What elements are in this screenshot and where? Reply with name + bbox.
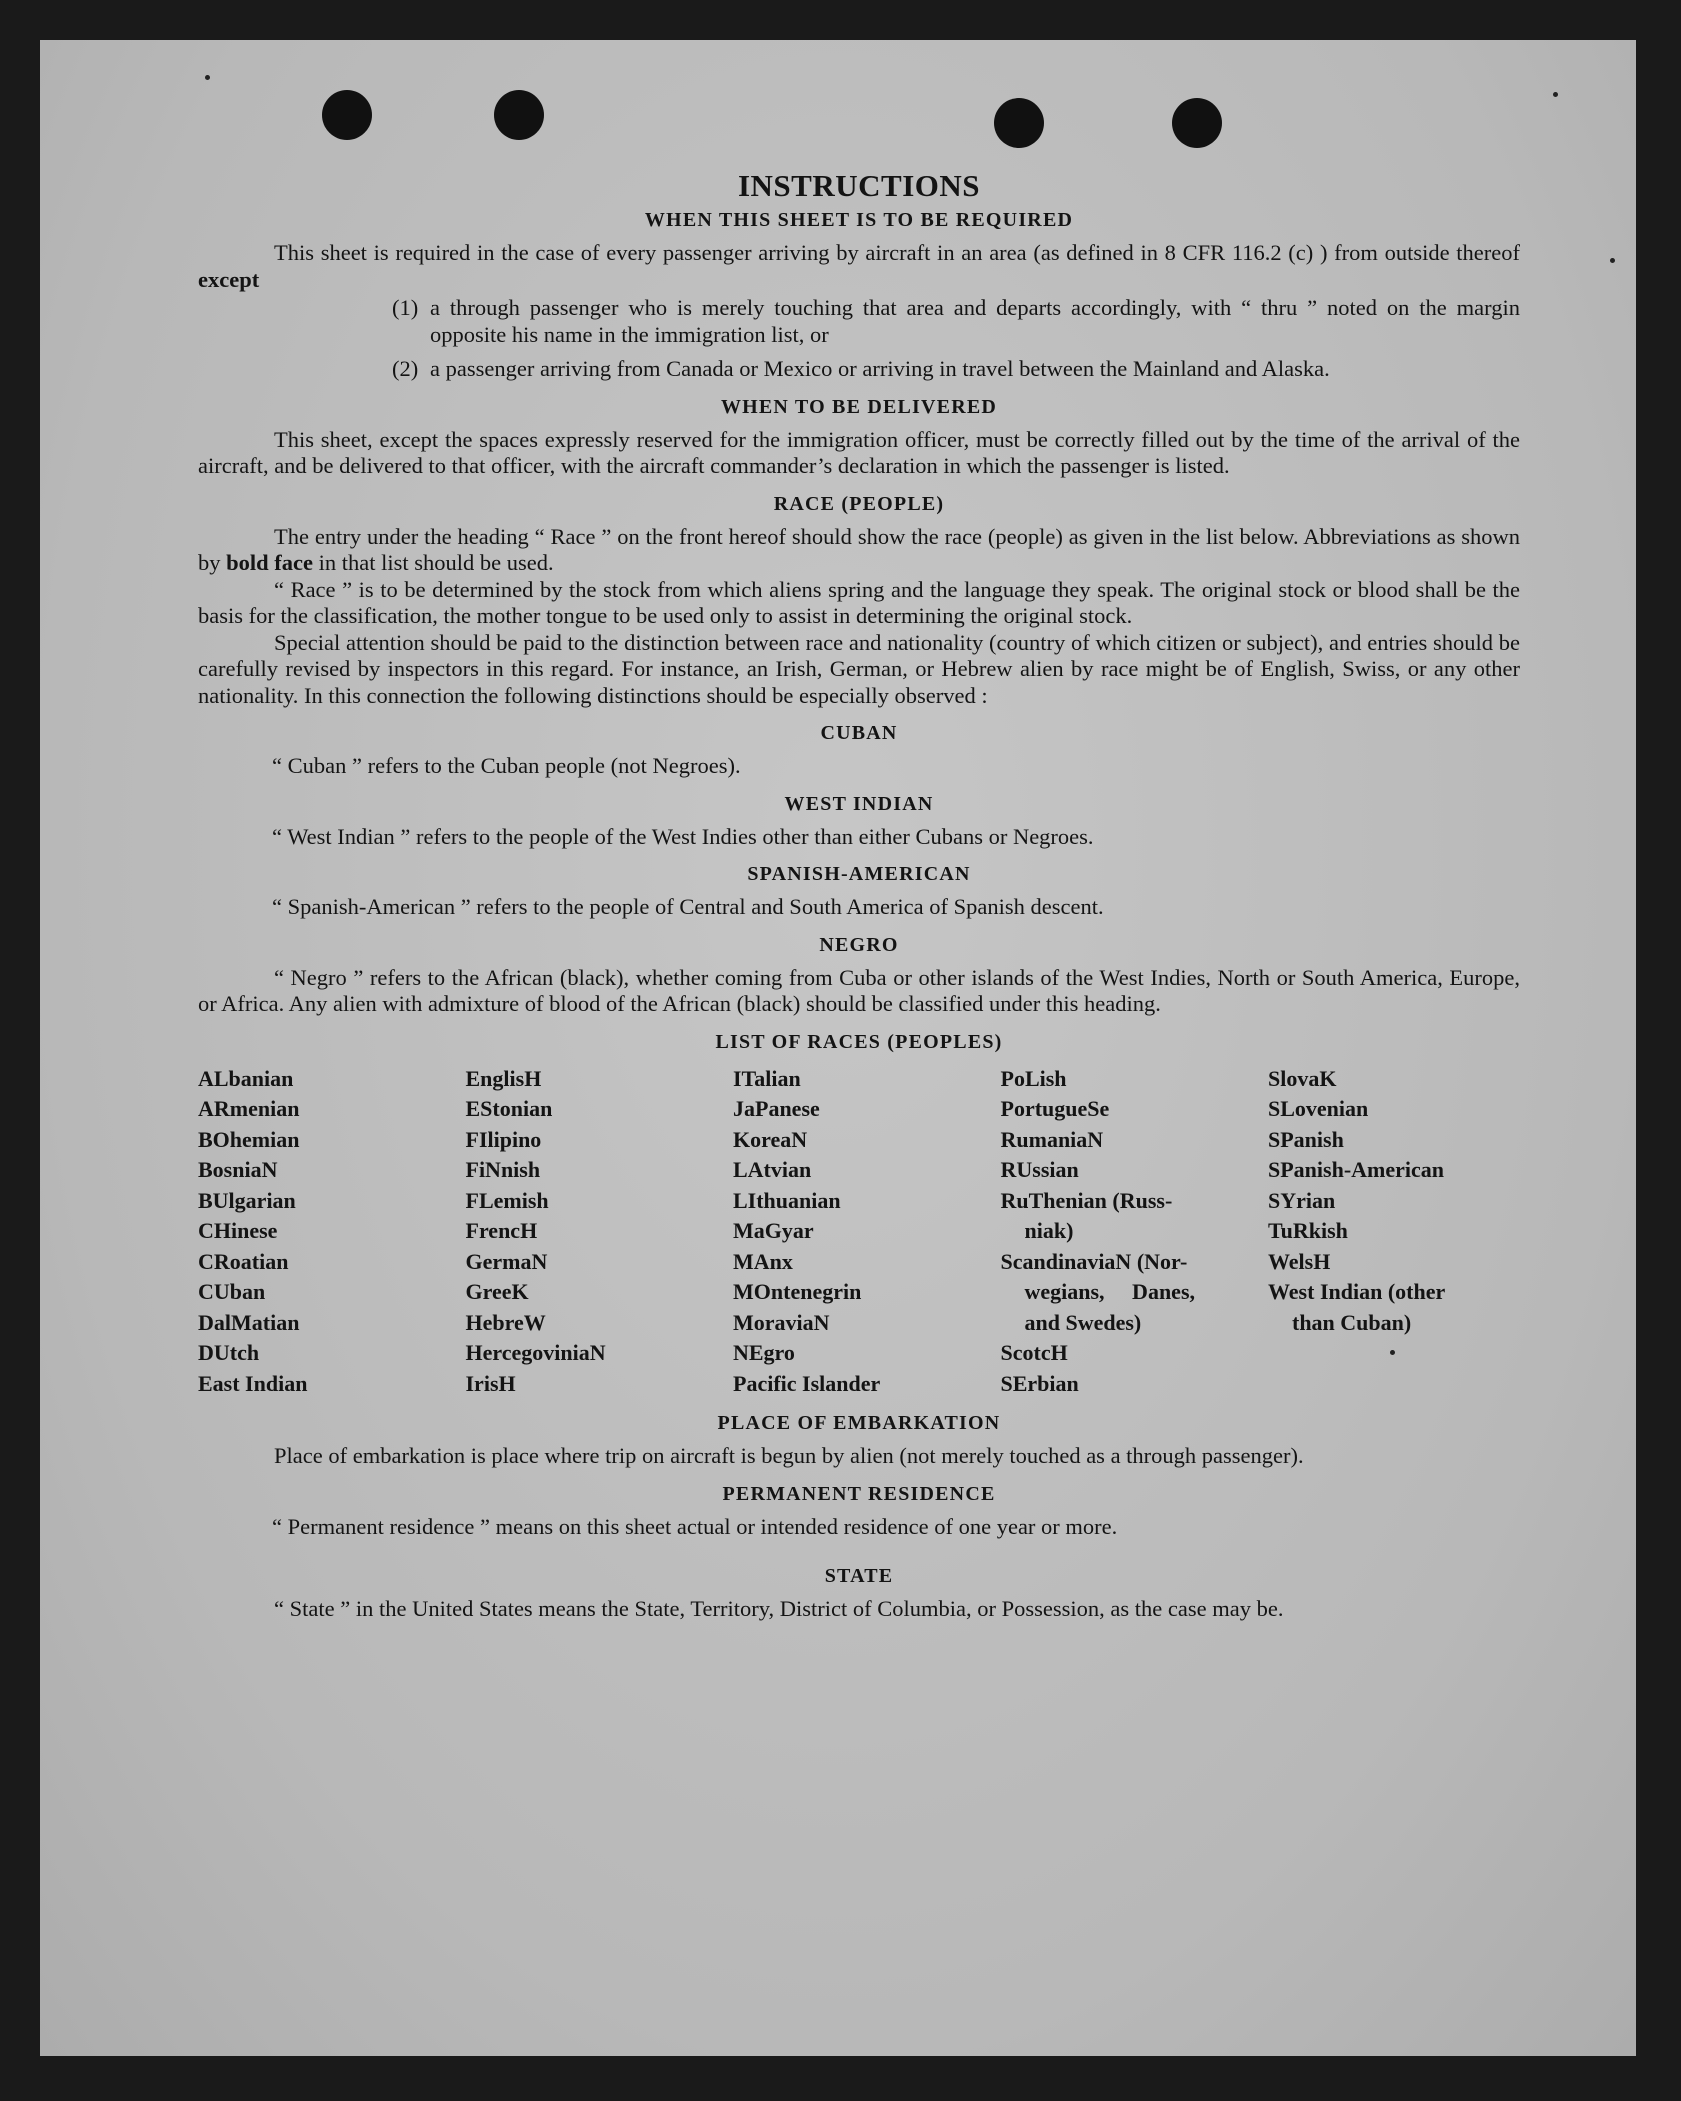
list-item: RuThenian (Russ- (1000, 1187, 1173, 1213)
list-item: DalMatian (198, 1309, 300, 1335)
section-heading-race: RACE (PEOPLE) (773, 492, 945, 515)
embarkation-text: Place of embarkation is place where trip on aircraft is begun by alien (not merely touched as a through passenger). (274, 1443, 1304, 1468)
list-item: RumaniaN (1000, 1126, 1104, 1152)
list-item: MAnx (733, 1248, 793, 1274)
negro-text: “ Negro ” refers to the African (black), whether coming from Cuba or other islands of the West Indies, North or South America, Europe, or Africa. Any alien with admixture of blood of the African (black) should be classified under this heading. (198, 964, 1520, 1016)
races-column-3 (733, 1064, 985, 1400)
list-item: ARmenian (198, 1096, 300, 1121)
list-item: BOhemian (198, 1126, 300, 1152)
section-heading-residence: PERMANENT RESIDENCE (722, 1482, 996, 1505)
list-item: FLemish (465, 1187, 549, 1213)
required-intro: This sheet is required in the case of every passenger arriving by aircraft in an area (as defined in 8 CFR 116.2 (c) ) from outside thereof except (198, 240, 1520, 292)
west-indian-text: “ West Indian ” refers to the people of the West Indies other than either Cubans or Negroes. (272, 823, 1094, 849)
list-item: NEgro (733, 1340, 795, 1365)
list-item: GreeK (465, 1279, 529, 1304)
list-item: TuRkish (1268, 1218, 1348, 1243)
races-column-5 (1268, 1064, 1520, 1400)
list-item: WelsH (1268, 1248, 1331, 1274)
races-column-2 (466, 1064, 718, 1400)
document-page (40, 40, 1636, 2056)
list-item: RUssian (1000, 1157, 1079, 1182)
list-item: wegians, Danes, (1024, 1279, 1196, 1304)
list-item: SLovenian (1268, 1096, 1369, 1121)
list-item: West Indian (other (1268, 1279, 1446, 1304)
races-column-4 (1001, 1064, 1253, 1400)
list-item: and Swedes) (1024, 1309, 1142, 1335)
list-item: BUlgarian (198, 1187, 296, 1213)
list-of-races (198, 1064, 1520, 1400)
punch-hole (1172, 98, 1222, 148)
delivered-text: This sheet, except the spaces expressly reserved for the immigration officer, must be correctly filled out by the time of the arrival of the aircraft, and be delivered to that officer, with the aircraft commander’s declaration in which the passenger is listed. (198, 426, 1520, 478)
section-heading-required: WHEN THIS SHEET IS TO BE REQUIRED (644, 209, 1074, 231)
punch-hole (322, 90, 372, 140)
list-item: HercegoviniaN (465, 1340, 606, 1365)
section-heading-embarkation: PLACE OF EMBARKATION (717, 1412, 1001, 1434)
list-item: CRoatian (198, 1248, 289, 1274)
list-item: DUtch (198, 1340, 260, 1365)
list-item: SPanish-American (1268, 1157, 1444, 1182)
race-paragraph-3: Special attention should be paid to the distinction between race and nationality (country of which citizen or subject), and entries should be carefully revised by inspectors in this regard. For instance, an Irish, German, or Hebrew alien by race might be of English, Swiss, or any other nationality. In this connection the following distinctions should be especially observed : (198, 629, 1520, 708)
list-item: Pacific Islander (733, 1370, 881, 1396)
list-item: ALbanian (198, 1065, 294, 1091)
list-item: LAtvian (733, 1157, 812, 1182)
spanish-american-text: “ Spanish-American ” refers to the people of Central and South America of Spanish descent. (272, 894, 1104, 919)
list-item: SPanish (1268, 1126, 1344, 1152)
list-item: PortugueSe (1000, 1096, 1110, 1121)
list-item: FIlipino (465, 1126, 542, 1152)
list-item: JaPanese (733, 1096, 820, 1121)
list-item: HebreW (465, 1309, 546, 1335)
list-item: ITalian (733, 1065, 801, 1091)
list-item: SYrian (1268, 1187, 1336, 1213)
list-item: ScotcH (1000, 1340, 1068, 1365)
race-paragraph-1: The entry under the heading “ Race ” on the front hereof should show the race (people) as given in the list below. Abbreviations as shown by bold face in that list should be used. (198, 523, 1520, 575)
instructions-body (198, 168, 1520, 1623)
list-item: GermaN (465, 1248, 548, 1274)
list-item: EnglisH (465, 1065, 542, 1091)
required-intro-bold: except (198, 266, 260, 292)
races-column-1 (198, 1064, 450, 1400)
section-heading-spanish-american: SPANISH-AMERICAN (747, 863, 971, 885)
list-item: FrencH (465, 1218, 538, 1243)
list-item: PoLish (1000, 1065, 1067, 1091)
required-item-2: (2) a passenger arriving from Canada or Mexico or arriving in travel between the Mainland and Alaska. (392, 356, 1330, 381)
section-heading-state: STATE (824, 1565, 894, 1587)
section-heading-cuban: CUBAN (820, 722, 898, 744)
page-title: INSTRUCTIONS (737, 168, 980, 203)
speck (1610, 258, 1615, 263)
list-item: CUban (198, 1279, 266, 1304)
list-item: MOntenegrin (733, 1279, 862, 1304)
list-item: East Indian (198, 1370, 308, 1396)
list-item: CHinese (198, 1218, 278, 1243)
residence-text: “ Permanent residence ” means on this sheet actual or intended residence of one year or more. (272, 1513, 1118, 1539)
list-item: IrisH (465, 1370, 516, 1396)
list-item: SlovaK (1268, 1065, 1337, 1091)
list-item: FiNnish (465, 1157, 541, 1182)
section-heading-negro: NEGRO (819, 933, 899, 956)
punch-hole (994, 98, 1044, 148)
list-item: KoreaN (733, 1126, 808, 1152)
list-item: than Cuban) (1292, 1309, 1412, 1335)
section-heading-list-of-races: LIST OF RACES (PEOPLES) (715, 1030, 1003, 1053)
list-item: BosniaN (198, 1157, 278, 1182)
list-item: ScandinaviaN (Nor- (1000, 1248, 1188, 1274)
punch-hole (494, 90, 544, 140)
list-item: niak) (1024, 1218, 1074, 1243)
list-item: SErbian (1000, 1370, 1079, 1396)
required-item-1: (1) a through passenger who is merely touching that area and departs accordingly, with “ thru ” noted on the margin opposite his name in the immigration list, or (392, 295, 1520, 347)
state-text: “ State ” in the United States means the State, Territory, District of Columbia, or Possession, as the case may be. (274, 1596, 1284, 1621)
speck (1553, 92, 1558, 97)
cuban-text: “ Cuban ” refers to the Cuban people (not Negroes). (272, 753, 741, 778)
section-heading-delivered: WHEN TO BE DELIVERED (720, 395, 998, 418)
section-heading-west-indian: WEST INDIAN (784, 792, 934, 815)
list-item: LIthuanian (733, 1187, 841, 1213)
list-item: MoraviaN (733, 1309, 830, 1335)
list-item: MaGyar (733, 1218, 814, 1243)
list-item: EStonian (465, 1096, 553, 1121)
speck (205, 75, 210, 80)
race-paragraph-2: “ Race ” is to be determined by the stock from which aliens spring and the language they speak. The original stock or blood shall be the basis for the classification, the mother tongue to be used only to assist in determining the original stock. (198, 576, 1520, 628)
